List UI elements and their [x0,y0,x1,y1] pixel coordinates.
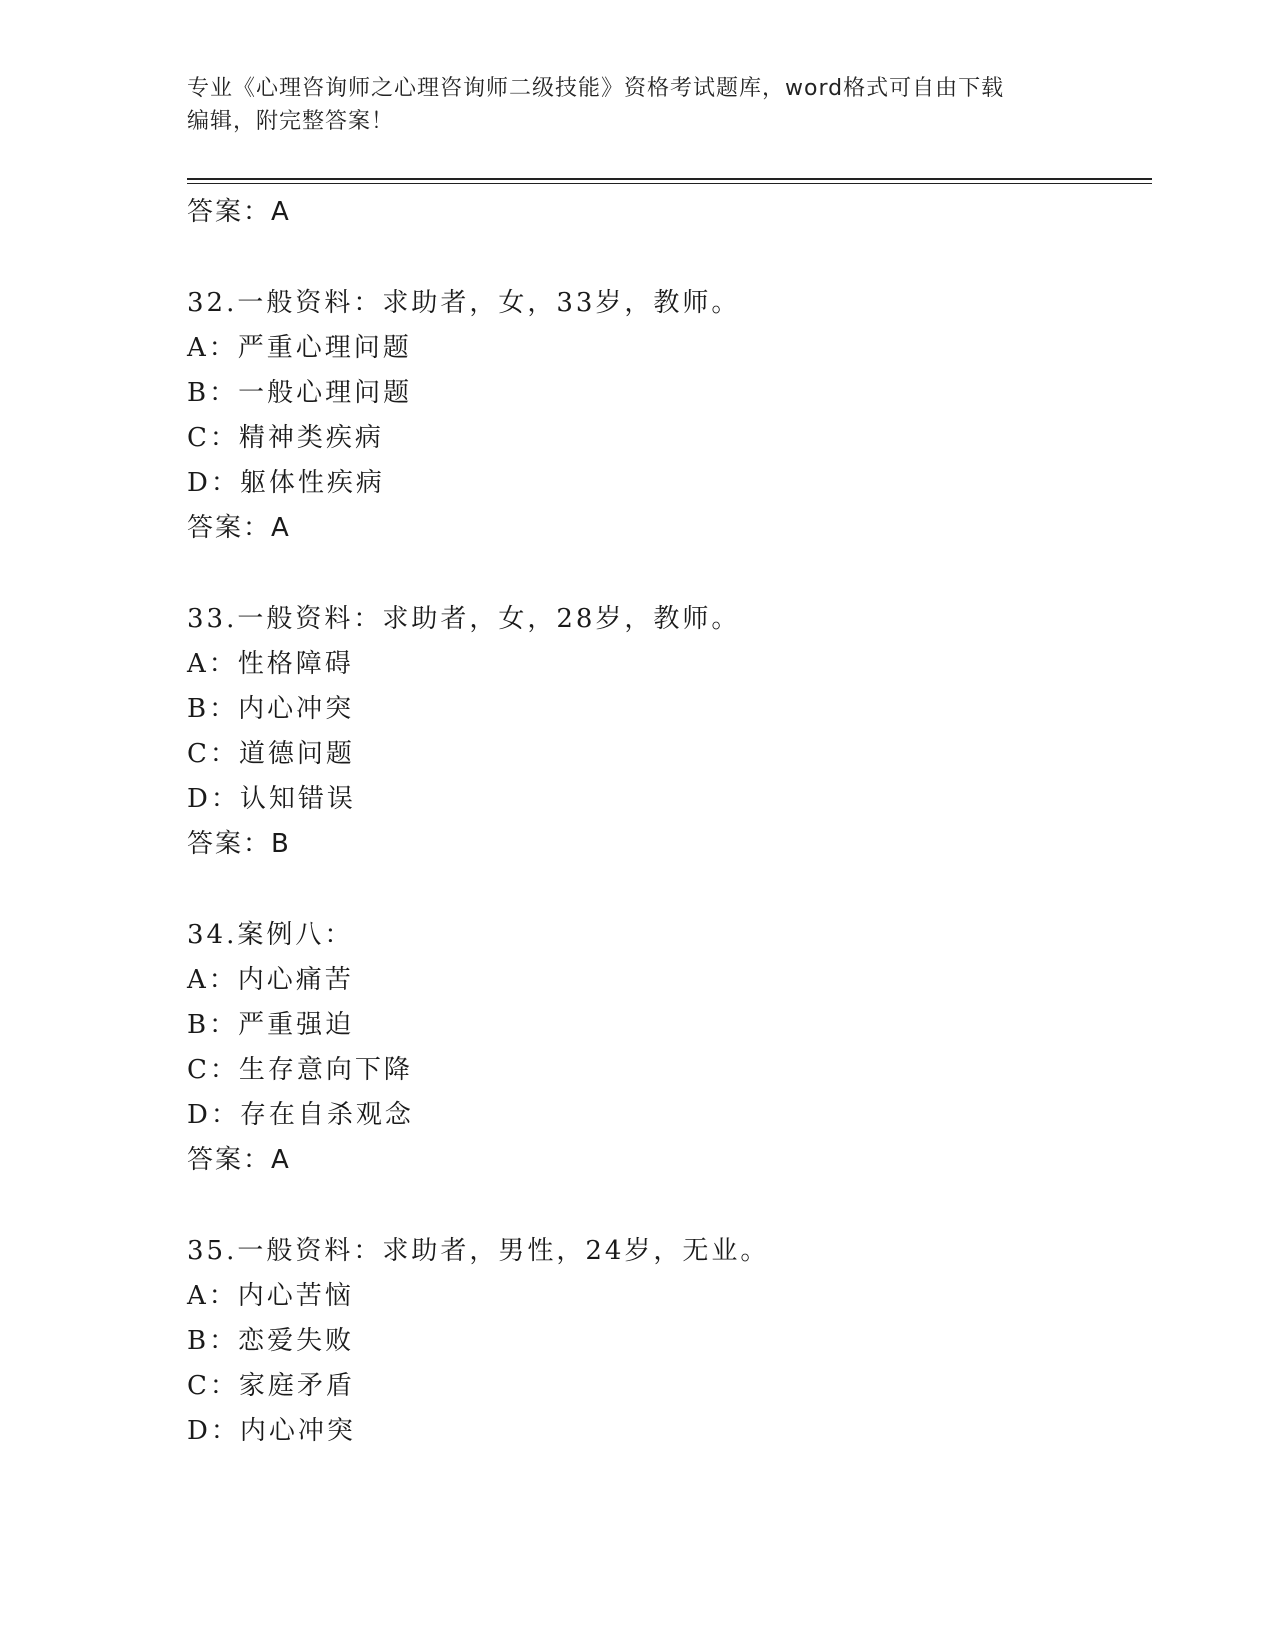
question-stem: 33.一般资料：求助者，女，28岁，教师。 [187,604,741,634]
spacer [187,867,1147,913]
option-a: A：内心痛苦 [187,965,354,995]
question-32 [187,281,1147,551]
option-c: C：生存意向下降 [187,1055,413,1085]
option-d: D：内心冲突 [187,1416,356,1446]
question-33 [187,597,1147,867]
question-stem: 35.一般资料：求助者，男性，24岁，无业。 [187,1236,770,1266]
answer-line: 答案：B [187,829,291,859]
header-line-1: 专业《心理咨询师之心理咨询师二级技能》资格考试题库，word格式可自由下载 [187,76,1005,101]
option-c: C：道德问题 [187,739,355,769]
option-b: B：一般心理问题 [187,378,413,408]
option-a: A：内心苦恼 [187,1281,354,1311]
question-list [187,190,1147,1454]
option-a: A：严重心理问题 [187,333,412,363]
option-b: B：恋爱失败 [187,1326,355,1356]
option-a: A：性格障碍 [187,649,354,679]
question-stem: 34.案例八： [187,920,354,950]
question-34 [187,913,1147,1183]
question-35 [187,1229,1147,1454]
option-d: D：认知错误 [187,784,356,814]
header-rule-thin [187,183,1152,184]
option-d: D：存在自杀观念 [187,1100,414,1130]
option-c: C：精神类疾病 [187,423,384,453]
spacer [187,551,1147,597]
header-line-2: 编辑，附完整答案！ [187,109,395,134]
header-rule [187,178,1152,180]
answer-line: 答案：A [187,513,291,543]
option-c: C：家庭矛盾 [187,1371,355,1401]
answer-line: 答案：A [187,1145,291,1175]
spacer [187,1183,1147,1229]
spacer [187,235,1147,281]
option-b: B：严重强迫 [187,1010,355,1040]
document-header [187,72,1067,138]
option-d: D：躯体性疾病 [187,468,385,498]
answer-line: 答案：A [187,197,291,227]
question-stem: 32.一般资料：求助者，女，33岁，教师。 [187,288,741,318]
option-b: B：内心冲突 [187,694,355,724]
